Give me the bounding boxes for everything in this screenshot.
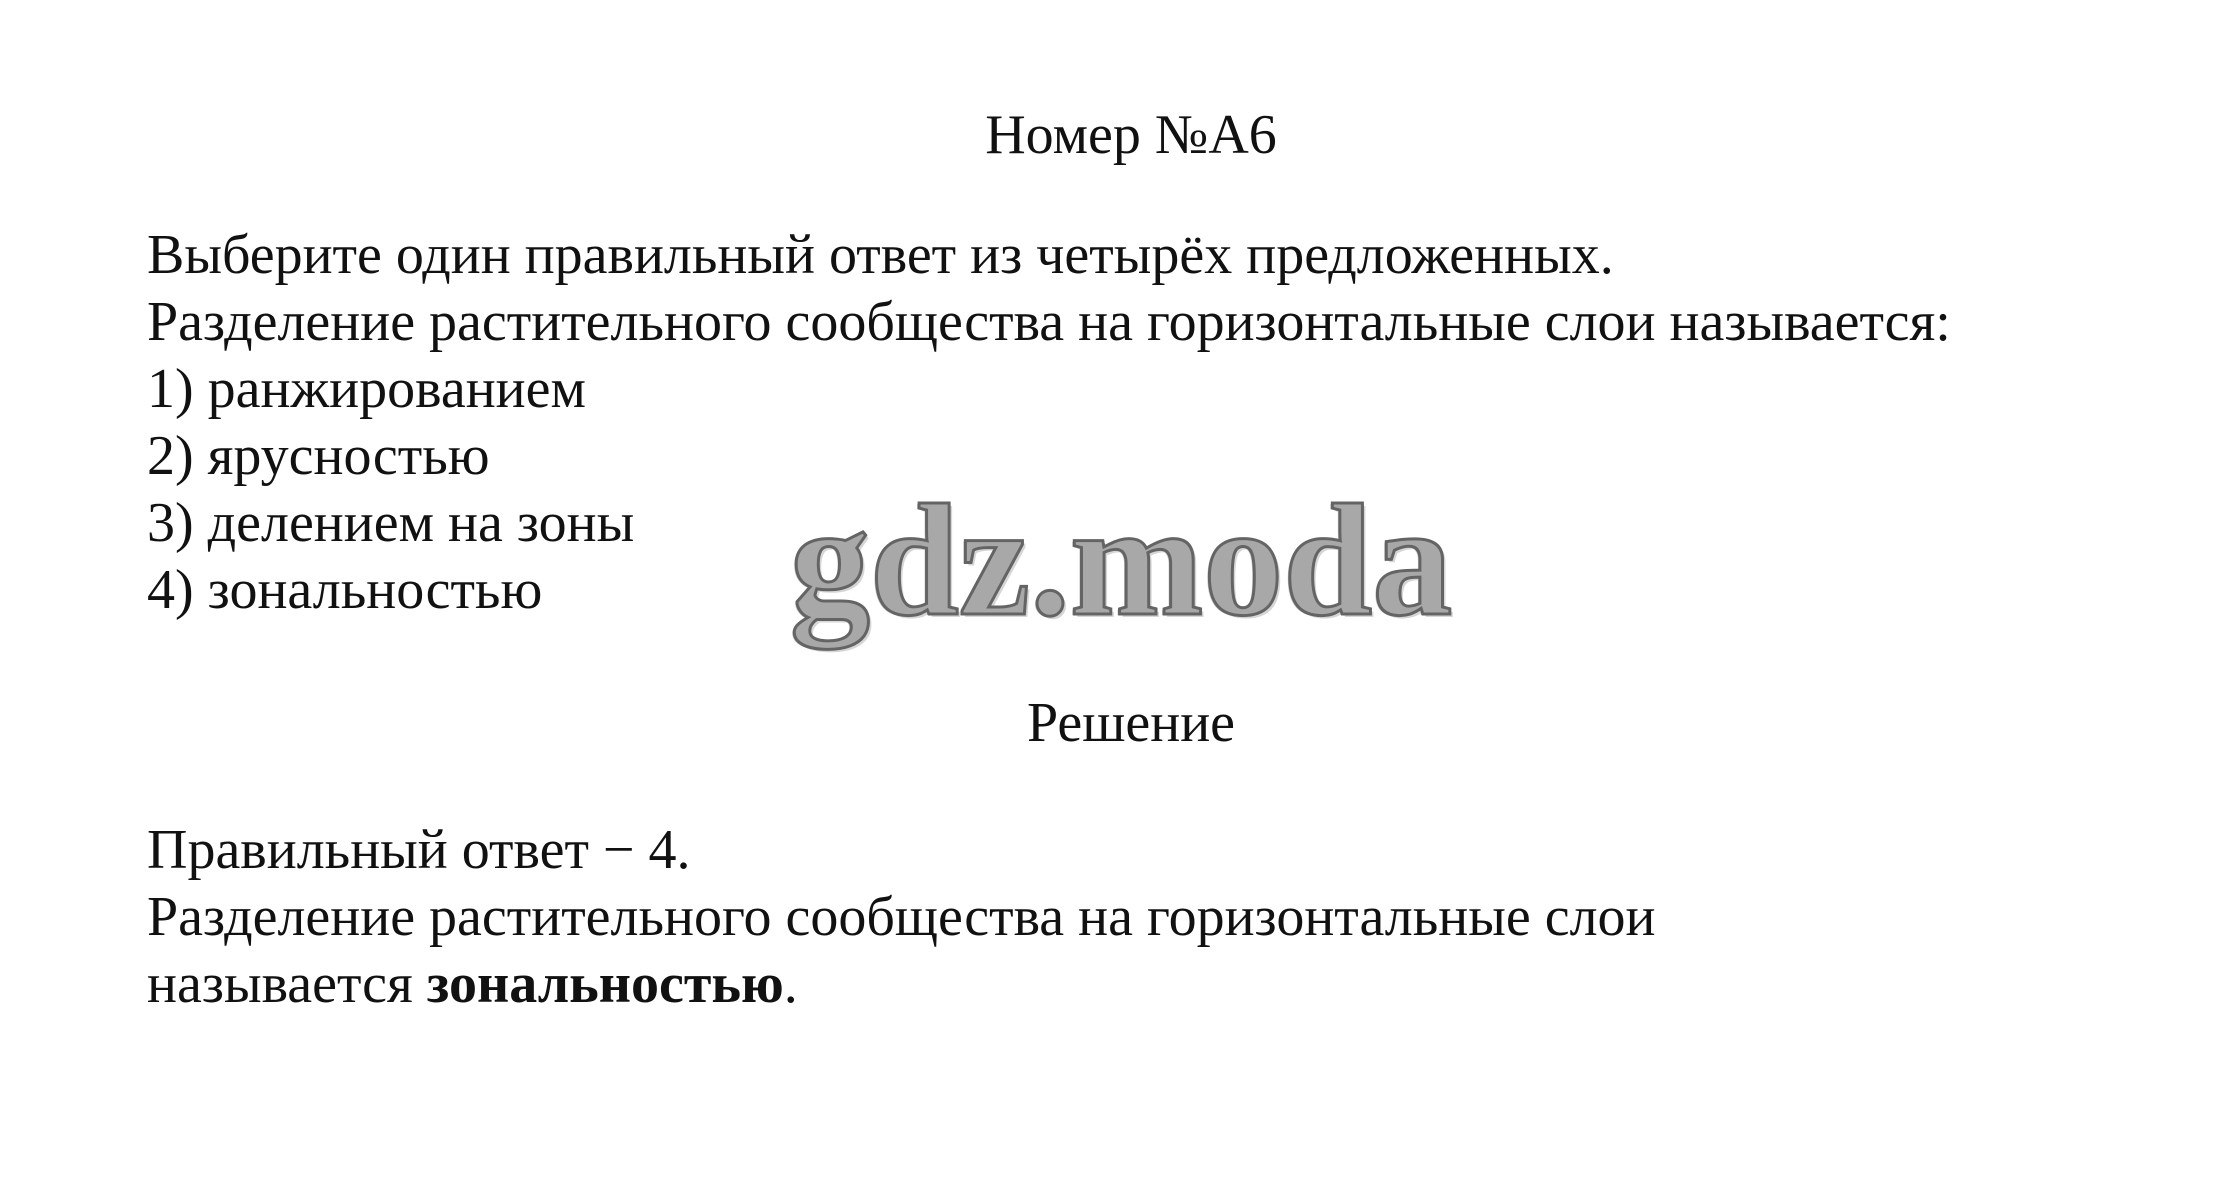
- solution-answer: Правильный ответ − 4.: [147, 819, 691, 881]
- answer-option-4: 4) зональностью: [147, 559, 543, 621]
- answer-option-3: 3) делением на зоны: [147, 492, 635, 554]
- answer-option-1: 1) ранжированием: [147, 358, 586, 420]
- page-title: Номер №А6: [985, 104, 1277, 166]
- solution-heading: Решение: [1026, 692, 1236, 754]
- solution-explanation-line2: [147, 949, 798, 1019]
- question-instruction: Выберите один правильный ответ из четырёх предложенных.: [147, 224, 1614, 286]
- solution-explanation-prefix: называется: [147, 953, 427, 1015]
- question-prompt: Разделение растительного сообщества на горизонтальные слои называется:: [147, 291, 1951, 353]
- solution-explanation-suffix: .: [783, 953, 798, 1015]
- solution-explanation-line1: Разделение растительного сообщества на горизонтальные слои: [147, 886, 1656, 948]
- solution-key-term: зональностью: [426, 953, 784, 1015]
- answer-option-2: 2) ярусностью: [147, 425, 490, 487]
- watermark-logo: gdz.moda: [790, 471, 1453, 649]
